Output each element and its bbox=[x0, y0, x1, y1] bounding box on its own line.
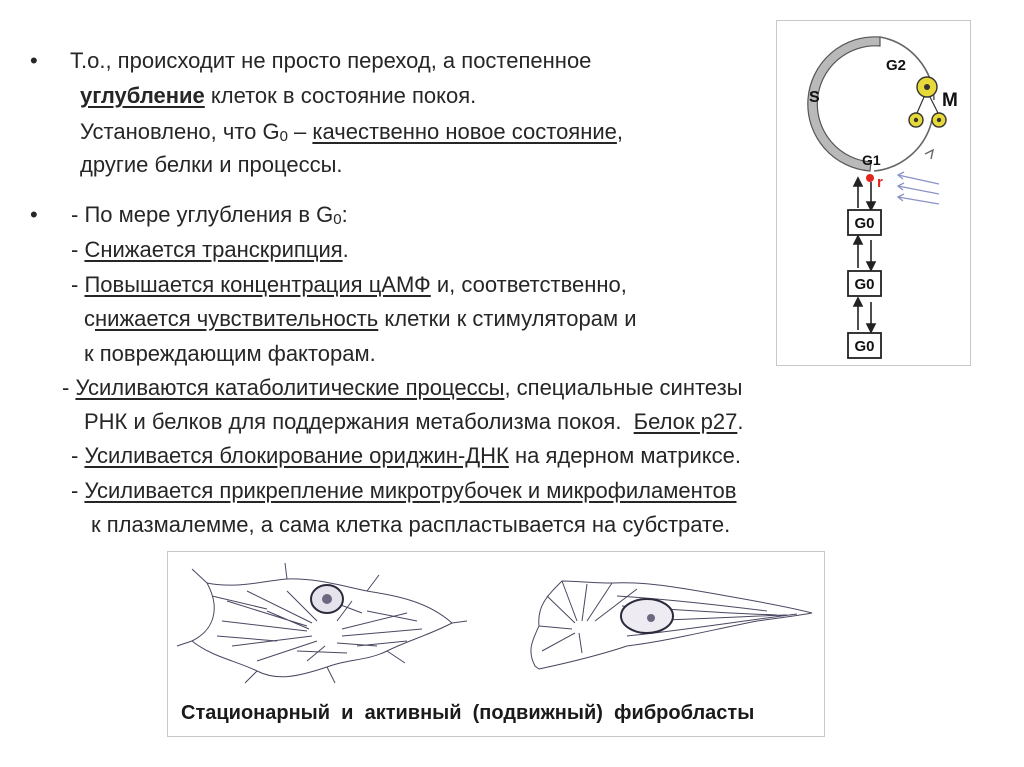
label-m: M bbox=[942, 90, 958, 111]
para2-line2: - Снижается транскрипция. bbox=[71, 237, 349, 262]
para2-line9: - Усиливается прикрепление микротрубочек и микрофиламентов bbox=[71, 478, 737, 503]
g0-box-1-label: G0 bbox=[854, 215, 875, 232]
para1-underlined-new-state: качественно новое состояние bbox=[312, 119, 617, 144]
bullet-2: • bbox=[30, 202, 38, 227]
para2-line4: снижается чувствительность клетки к стимуляторам и bbox=[84, 306, 637, 331]
para2-line8: - Усиливается блокирование ориджин-ДНК на ядерном матриксе. bbox=[71, 443, 742, 468]
para2-line7: РНК и белков для поддержания метаболизма покоя. Белок р27. bbox=[84, 409, 744, 434]
restriction-point-dot bbox=[866, 174, 874, 182]
underlined-microtubules: Усиливается прикрепление микротрубочек и микрофиламентов bbox=[84, 478, 737, 503]
para2-line5: к повреждающим факторам. bbox=[84, 341, 376, 366]
underlined-camp: Повышается концентрация цАМФ bbox=[84, 272, 431, 297]
m-daughter-nucleus-right bbox=[937, 118, 941, 122]
para1-line3: Установлено, что $G_0$ – качественно новое состояние, bbox=[80, 119, 624, 145]
underlined-origin-dna: Усиливается блокирование ориджин-ДНК bbox=[84, 443, 509, 468]
cycle-frame bbox=[777, 21, 971, 366]
para1-line1: Т.о., происходит не просто переход, а постепенное bbox=[70, 48, 592, 73]
g0-box-2-label: G0 bbox=[854, 276, 875, 293]
cell-cycle-diagram bbox=[776, 20, 971, 366]
para1-line4: другие белки и процессы. bbox=[80, 152, 343, 177]
underlined-sensitivity: нижается чувствительность bbox=[95, 306, 379, 331]
para1-underlined-deepening: углубление bbox=[80, 83, 205, 108]
label-g1: G1 bbox=[862, 152, 881, 168]
bullet-1: • bbox=[30, 48, 38, 73]
para2-line6: - Усиливаются катаболитические процессы, специальные синтезы bbox=[62, 375, 743, 400]
para2-line3: - Повышается концентрация цАМФ и, соответственно, bbox=[71, 272, 627, 297]
label-s: S bbox=[809, 89, 820, 106]
m-daughter-nucleus-left bbox=[914, 118, 918, 122]
label-g2: G2 bbox=[886, 57, 907, 74]
motile-nucleus bbox=[621, 599, 673, 633]
underlined-transcription: Снижается транскрипция bbox=[84, 237, 343, 262]
underlined-catabolic: Усиливаются катаболитические процессы bbox=[75, 375, 505, 400]
g0-box-3-label: G0 bbox=[854, 338, 875, 355]
underlined-p27: Белок р27 bbox=[633, 409, 738, 434]
fibroblast-figure bbox=[167, 551, 825, 737]
label-r: r bbox=[877, 174, 883, 191]
para2-line10: к плазмалемме, а сама клетка распластывается на субстрате. bbox=[91, 512, 731, 537]
stationary-nucleolus bbox=[322, 594, 332, 604]
para2-line1: - По мере углубления в $G_0$: bbox=[71, 202, 348, 228]
m-mother-nucleus bbox=[924, 84, 930, 90]
motile-nucleolus bbox=[647, 614, 655, 622]
figure-caption: Стационарный и активный (подвижный) фибробласты bbox=[181, 702, 755, 724]
para1-line2: углубление клеток в состояние покоя. bbox=[80, 83, 477, 108]
